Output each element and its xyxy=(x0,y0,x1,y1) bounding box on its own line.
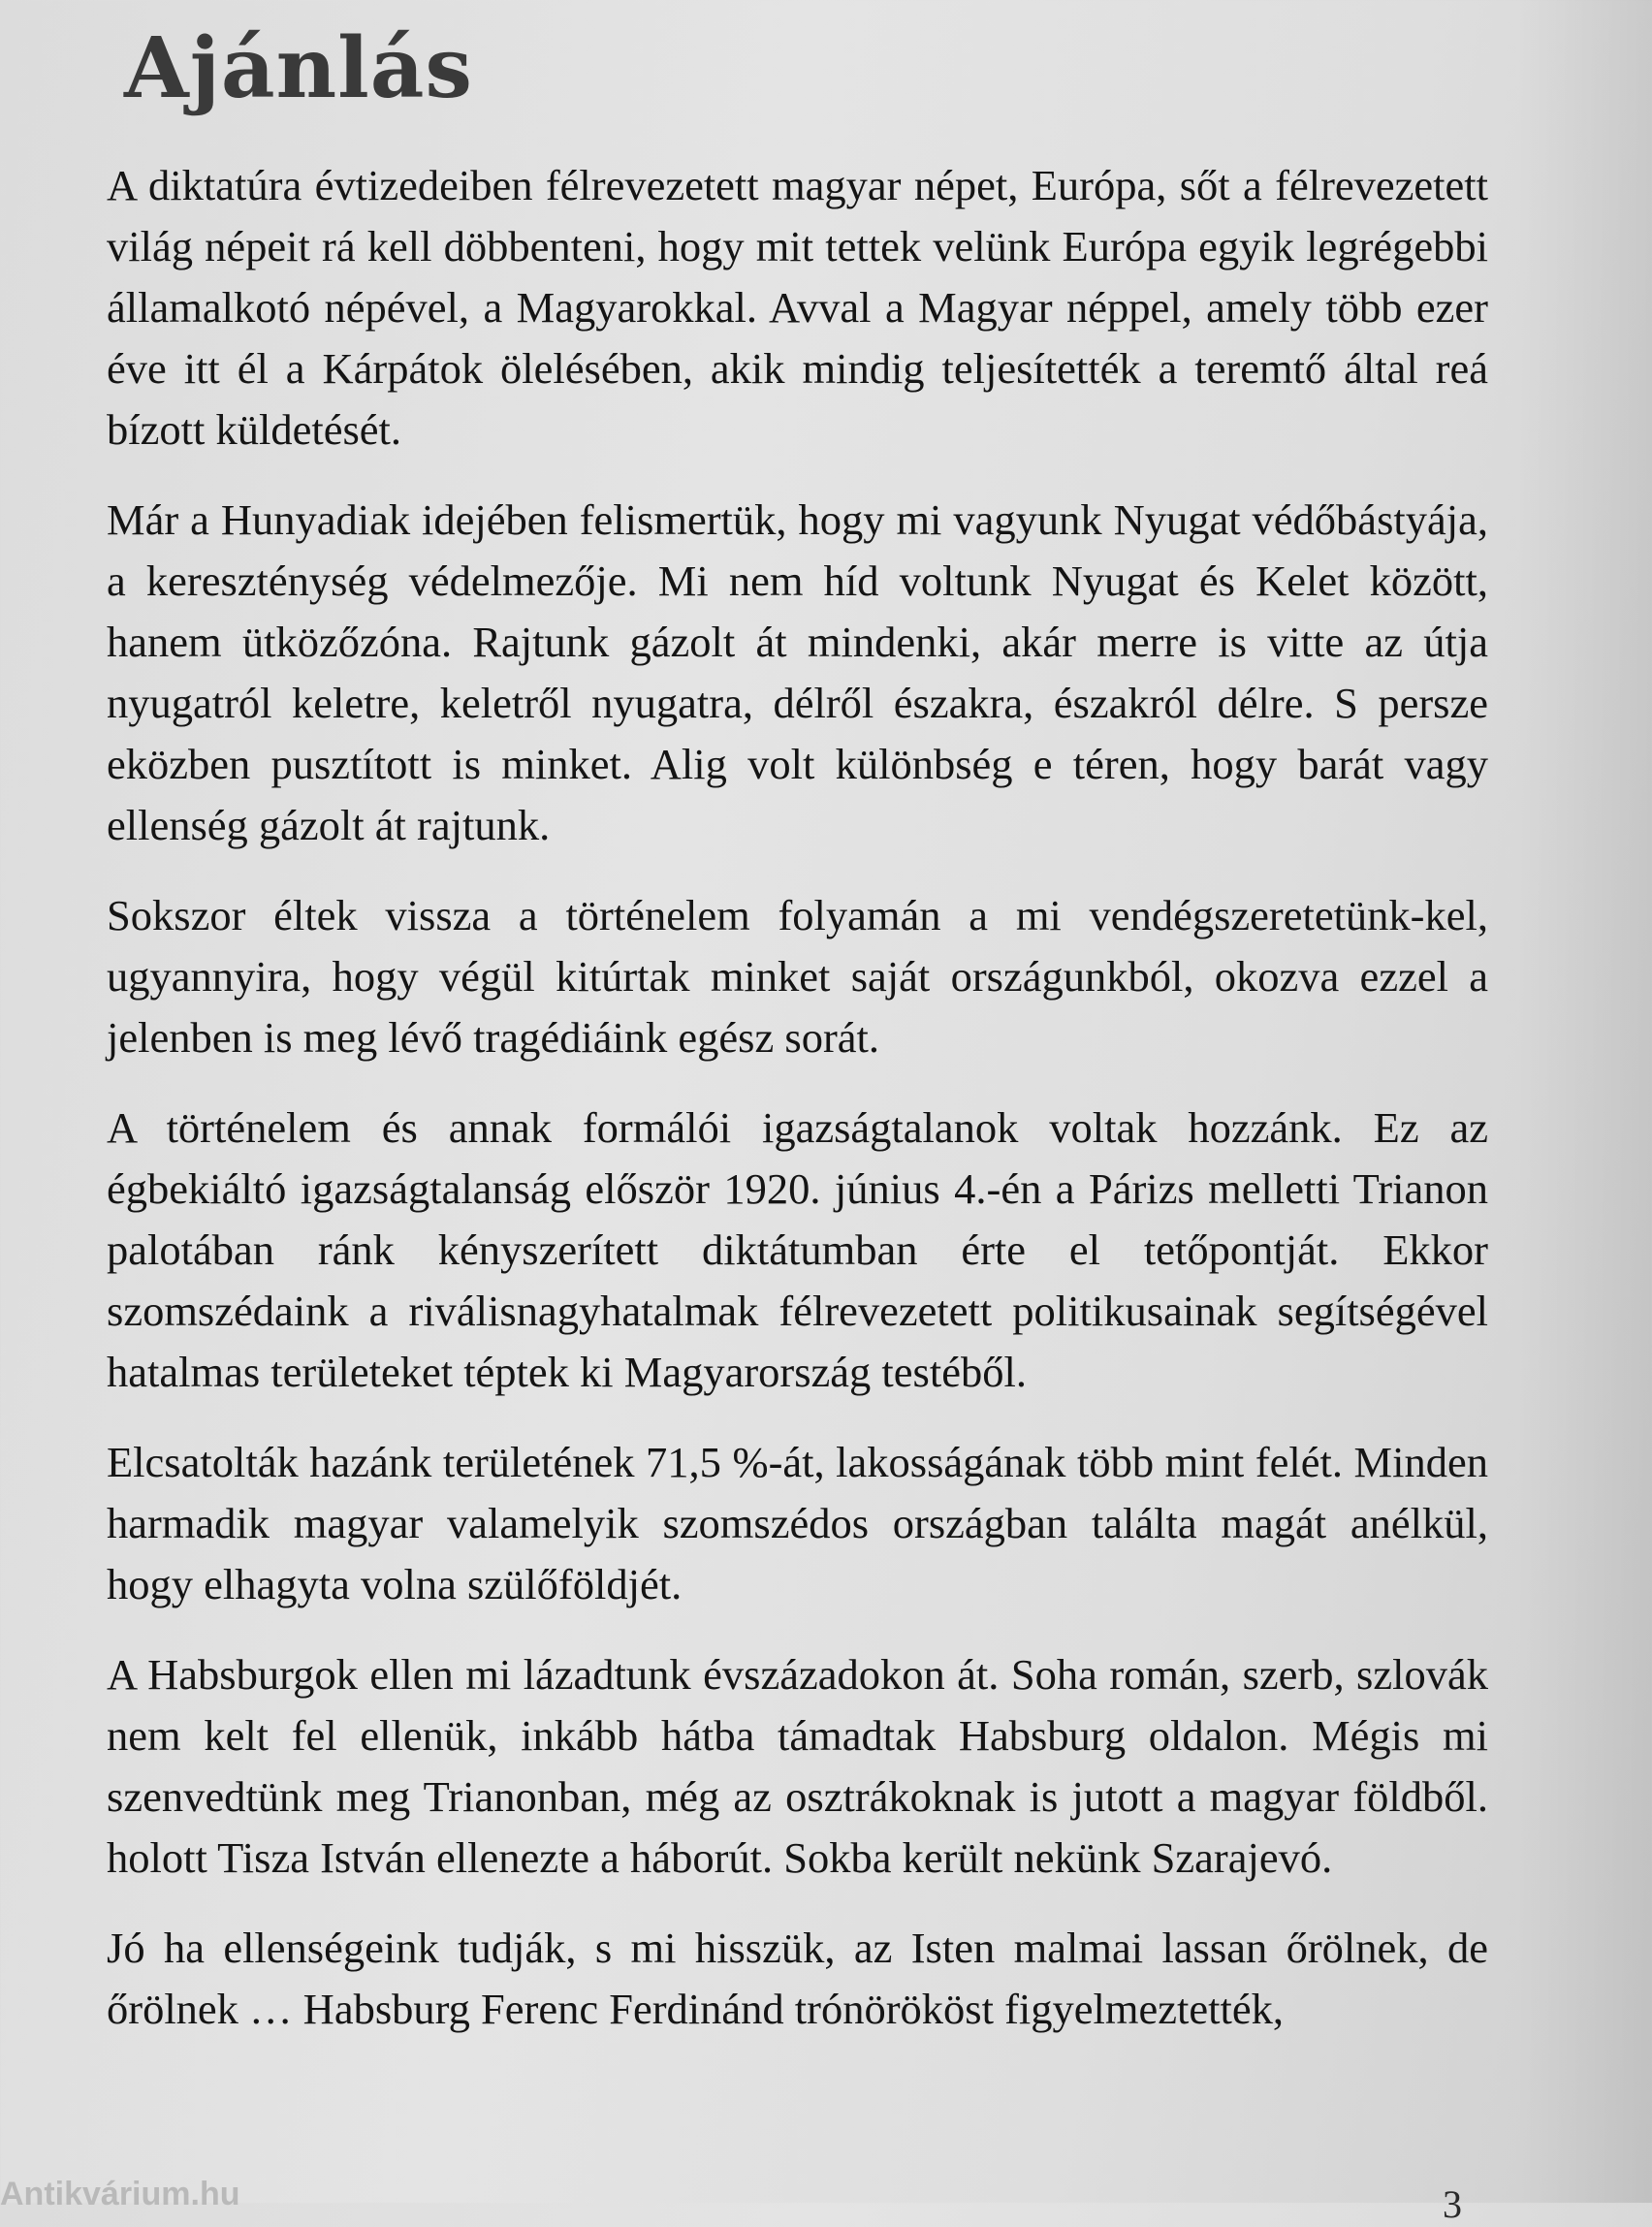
paragraph-2: Már a Hunyadiak idejében felismertük, hogy mi vagyunk Nyugat védőbástyája, a kereszténység védelmezője. Mi nem híd voltunk Nyugat és Kelet között, hanem ütközőzóna. Rajtunk gázolt át mindenki, akár merre is vitte az útja nyugatról keletre, keletről nyugatra, délről északra, északról délre. S persze eközben pusztított is minket. Alig volt különbség e téren, hogy barát vagy ellenség gázolt át rajtunk. xyxy=(107,495,1488,849)
paragraph-4: A történelem és annak formálói igazságtalanok voltak hozzánk. Ez az égbekiáltó igazságtalanság először 1920. június 4.-én a Párizs melletti Trianon palotában ránk kényszerített diktátumban érte el tetőpontját. Ekkor szomszédaink a riválisnagyhatalmak félrevezetett politikusainak segítségével hatalmas területeket téptek ki Magyarország testéből. xyxy=(107,1103,1488,1396)
page-title: Ajánlás xyxy=(124,19,473,117)
paragraph-5: Elcsatolták hazánk területének 71,5 %-át, lakosságának több mint felét. Minden harmadik magyar valamelyik szomszédos országban találta magát anélkül, hogy elhagyta volna szülőföldjét. xyxy=(107,1438,1488,1608)
page-edge-shadow xyxy=(1516,0,1652,2203)
watermark: Antikvárium.hu xyxy=(0,2176,240,2212)
paragraph-6: A Habsburgok ellen mi lázadtunk évszázadokon át. Soha román, szerb, szlovák nem kelt fel ellenük, inkább hátba támadtak Habsburg oldalon. Mégis mi szenvedtünk meg Trianonban, még az osztrákoknak is jutott a magyar földből. holott Tisza István ellenezte a háborút. Sokba került nekünk Szarajevó. xyxy=(107,1650,1488,1882)
paragraph-1: A diktatúra évtizedeiben félrevezetett magyar népet, Európa, sőt a félrevezetett világ népeit rá kell döbbenteni, hogy mit tettek velünk Európa egyik legrégebbi államalkotó népével, a Magyarokkal. Avval a Magyar néppel, amely több ezer éve itt él a Kárpátok ölelésében, akik mindig teljesítették a teremtő által reá bízott küldetését. xyxy=(107,161,1488,454)
paragraph-3: Sokszor éltek vissza a történelem folyamán a mi vendégszeretetünk-kel, ugyannyira, hogy végül kitúrtak minket saját országunkból, okozva ezzel a jelenben is meg lévő tragédiáink egész sorát. xyxy=(107,891,1488,1062)
page-body xyxy=(107,155,1488,2069)
page-number: 3 xyxy=(1443,2182,1462,2226)
paragraph-7: Jó ha ellenségeink tudják, s mi hisszük, az Isten malmai lassan őrölnek, de őrölnek … Habsburg Ferenc Ferdinánd trónörököst figyelmeztették, xyxy=(107,1924,1488,2033)
